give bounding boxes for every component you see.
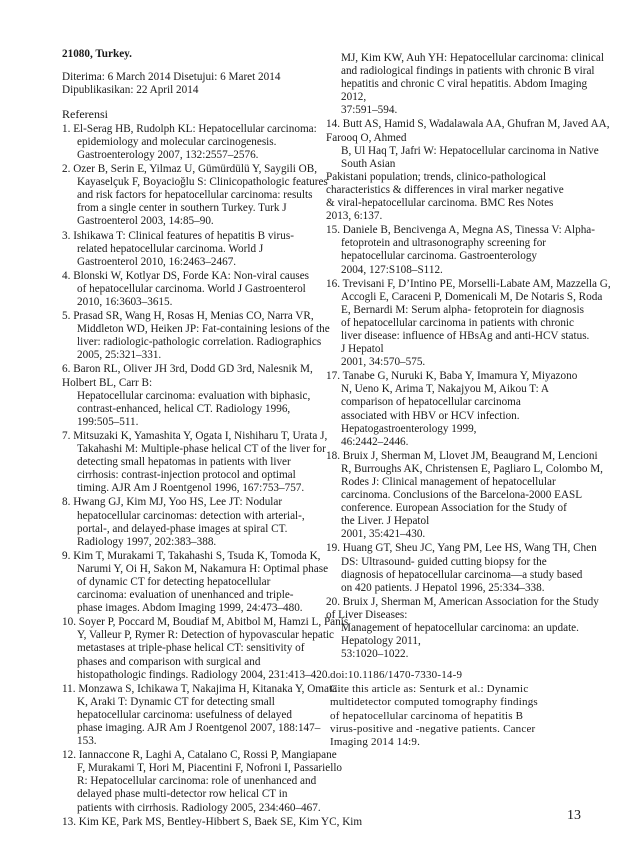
reference-line: 46:2442–2446.	[341, 435, 409, 448]
reference-line: of hepatocellular carcinoma in patients with chronic	[341, 316, 574, 329]
reference-line: 4. Blonski W, Kotlyar DS, Forde KA: Non-viral causes	[62, 269, 310, 282]
reference-line: 53:1020–1022.	[341, 648, 409, 661]
reference-line: Pakistani population; trends, clinico-pathological	[326, 170, 546, 183]
reference-line: 153.	[77, 735, 97, 748]
citation-line: of hepatocellular carcinoma of hepatitis B	[330, 709, 524, 722]
reference-line: metastases at triple-phase helical CT: sensitivity of	[77, 642, 305, 655]
reference-item	[62, 163, 328, 228]
reference-item	[326, 277, 611, 370]
reference-line: hepatitis and chronic C viral hepatitis. Abdom Imaging	[341, 78, 588, 91]
reference-item	[62, 496, 324, 548]
reference-line: DS: Ultrasound- guided cutting biopsy for the	[341, 555, 547, 568]
reference-line: and risk factors for hepatocellular carcinoma: results	[77, 189, 313, 202]
citation-line: multidetector computed tomography findings	[330, 696, 538, 709]
reference-line: Takahashi M: Multiple-phase helical CT of the liver for	[77, 443, 326, 456]
reference-item	[326, 595, 599, 661]
right-column	[326, 52, 611, 750]
reference-line: Radiology 1997, 202:383–388.	[77, 535, 217, 548]
reference-line: histopathologic findings. Radiology 2004, 231:413–420.	[77, 668, 331, 681]
reference-line: Middleton WD, Heiken JP: Fat-containing lesions of the	[77, 323, 330, 336]
reference-item	[62, 549, 329, 615]
reference-line: Narumi Y, Oi H, Sakon M, Nakamura H: Optimal phase	[77, 562, 329, 575]
reference-line: 199:505–511.	[77, 415, 139, 428]
reference-line: Y, Valleur P, Rymer R: Detection of hypovascular hepatic	[77, 629, 335, 642]
reference-line: Holbert BL, Carr B:	[62, 376, 153, 389]
reference-line: diagnosis of hepatocellular carcinoma—a study based	[341, 568, 583, 581]
article-citation	[326, 669, 596, 749]
reference-line: Gastroenterol 2010, 16:2463–2467.	[77, 255, 237, 268]
reference-line: related hepatocellular carcinoma. World J	[77, 242, 264, 255]
right-reference-list	[326, 52, 611, 661]
reference-line: 19. Huang GT, Sheu JC, Yang PM, Lee HS, Wang TH, Chen	[326, 542, 597, 555]
reference-line: 1. El-Serag HB, Rudolph KL: Hepatocellular carcinoma:	[62, 122, 317, 135]
reference-line: carcinoma. Conclusions of the Barcelona-2000 EASL	[341, 489, 583, 502]
reference-line: 5. Prasad SR, Wang H, Rosas H, Menias CO, Narra VR,	[62, 310, 314, 323]
reference-item	[62, 616, 349, 681]
reference-line: R: Hepatocellular carcinoma: role of unenhanced and	[77, 775, 317, 788]
reference-item	[62, 310, 330, 362]
reference-line: Kayaselçuk F, Boyacioğlu S: Clinicopathologic features	[77, 176, 328, 189]
reference-item	[62, 682, 338, 748]
reference-line: Hepatology 2011,	[341, 635, 421, 648]
reference-line: 2013, 6:137.	[326, 210, 383, 223]
reference-line: 2010, 16:3603–3615.	[77, 296, 173, 308]
reference-line: Rodes J: Clinical management of hepatocellular	[341, 476, 556, 488]
author-address: 21080, Turkey.	[62, 48, 132, 60]
reference-line: 14. Butt AS, Hamid S, Wadalawala AA, Ghufran M, Javed AA,	[326, 118, 610, 131]
reference-line: cirrhosis: contrast-injection protocol and optimal	[77, 469, 296, 482]
reference-item	[62, 429, 328, 495]
reference-line: B, Ul Haq T, Jafri W: Hepatocellular carcinoma in Native	[341, 144, 599, 157]
published-date: Dipublikasikan: 22 April 2014	[62, 84, 199, 97]
reference-line: detecting small hepatomas in patients with liver	[77, 456, 291, 469]
reference-line: 13. Kim KE, Park MS, Bentley-Hibbert S, Baek SE, Kim YC, Kim	[62, 815, 363, 828]
reference-line: timing. AJR Am J Roentgenol 1996, 167:753–757.	[77, 482, 305, 495]
reference-line: liver disease: influence of HBsAg and anti-HCV status.	[341, 329, 590, 342]
reference-line: phase imaging. AJR Am J Roentgenol 2007, 188:147–	[77, 722, 321, 734]
reference-line: MJ, Kim KW, Auh YH: Hepatocellular carcinoma: clinical	[341, 52, 604, 64]
reference-line: 2001, 34:570–575.	[341, 356, 426, 369]
reference-line: hepatocellular carcinoma: usefulness of delayed	[77, 708, 292, 721]
reference-line: Hepatogastroenterology 1999,	[341, 422, 477, 435]
reference-line: N, Ueno K, Arima T, Nakajyou M, Aikou T: A	[341, 383, 549, 396]
reference-line: 12. Iannaccone R, Laghi A, Catalano C, Rossi P, Mangiapane	[62, 749, 337, 762]
reference-line: 2012,	[341, 91, 367, 104]
reference-line: of hepatocellular carcinoma. World J Gastroenterol	[77, 282, 306, 295]
reference-line: fetoprotein and ultrasonography screening for	[341, 237, 547, 250]
reference-line: 15. Daniele B, Bencivenga A, Megna AS, Tinessa V: Alpha-	[326, 224, 595, 237]
reference-line: South Asian	[341, 157, 396, 170]
reference-line: contrast-enhanced, helical CT. Radiology 1996,	[77, 402, 291, 415]
reference-line: hepatocellular carcinoma. Gastroenterology	[341, 250, 538, 263]
reference-line: the Liver. J Hepatol	[341, 515, 430, 528]
reference-line: 2001, 35:421–430.	[341, 528, 426, 541]
reference-line: 20. Bruix J, Sherman M, American Association for the Study	[326, 595, 599, 608]
reference-line: epidemiology and molecular carcinogenesis.	[77, 135, 277, 148]
reference-line: hepatocellular carcinomas: detection with arterial-,	[77, 509, 305, 522]
reference-line: of Liver Diseases:	[326, 608, 408, 621]
reference-line: 16. Trevisani F, D’Intino PE, Morselli-Labate AM, Mazzella G,	[326, 277, 611, 290]
citation-line: Cite this article as: Senturk et al.: Dynamic	[330, 682, 529, 695]
reference-line: 37:591–594.	[341, 104, 398, 117]
citation-line: doi:10.1186/1470-7330-14-9	[330, 669, 463, 682]
reference-line: liver: radiologic-pathologic correlation. Radiographics	[77, 336, 322, 349]
page-number: 13	[567, 808, 581, 823]
reference-line: delayed phase multi-detector row helical CT in	[77, 788, 288, 801]
reference-line: 2004, 127:S108–S112.	[341, 263, 443, 276]
reference-item	[326, 370, 596, 449]
reference-item	[62, 270, 324, 309]
reference-line: Farooq O, Ahmed	[326, 131, 407, 144]
reference-line: conference. European Association for the Study of	[341, 502, 567, 515]
reference-line: Accogli E, Caraceni P, Domenicali M, De Notaris S, Roda	[341, 290, 603, 303]
reference-line: 11. Monzawa S, Ichikawa T, Nakajima H, Kitanaka Y, Omata	[62, 682, 338, 695]
reference-line: F, Murakami T, Hori M, Piacentini F, Nofroni I, Passariello	[77, 762, 343, 775]
reference-line: 2005, 25:321–331.	[77, 349, 162, 362]
reference-line: of dynamic CT for detecting hepatocellular	[77, 575, 271, 588]
reference-item	[62, 363, 324, 428]
reference-line: comparison of hepatocellular carcinoma	[341, 396, 521, 409]
reference-line: J Hepatol	[341, 343, 384, 356]
reference-line: Hepatocellular carcinoma: evaluation with biphasic,	[77, 389, 311, 402]
reference-line: on 420 patients. J Hepatol 1996, 25:334–338.	[341, 581, 545, 594]
reference-line: 6. Baron RL, Oliver JH 3rd, Dodd GD 3rd, Nalesnik M,	[62, 363, 313, 376]
reference-line: carcinoma: evaluation of unenhanced and triple-	[77, 589, 294, 602]
citation-line: virus-positive and -negative patients. Cancer	[330, 722, 536, 735]
reference-item	[326, 118, 610, 223]
reference-item	[326, 449, 603, 542]
reference-line: phases and comparison with surgical and	[77, 655, 261, 668]
reference-line: and radiological findings in patients with chronic B viral	[341, 65, 595, 78]
reference-item	[326, 52, 604, 117]
reference-line: E, Bernardi M: Serum alpha- fetoprotein for diagnosis	[341, 303, 584, 316]
reference-line: 7. Mitsuzaki K, Yamashita Y, Ogata I, Nishiharu T, Urata J,	[62, 429, 328, 442]
reference-item	[62, 123, 324, 162]
reference-item	[62, 749, 343, 814]
citation-line: Imaging 2014 14:9.	[330, 736, 421, 749]
reference-line: from a single center in southern Turkey. Turk J	[77, 202, 287, 215]
reference-line: R, Burroughs AK, Christensen E, Pagliaro L, Colombo M,	[341, 462, 603, 475]
reference-line: characteristics & differences in viral marker negative	[326, 183, 564, 196]
reference-line: patients with cirrhosis. Radiology 2005, 234:460–467.	[77, 801, 321, 814]
reference-line: 8. Hwang GJ, Kim MJ, Yoo HS, Lee JT: Nodular	[62, 496, 283, 509]
reference-item	[62, 230, 324, 269]
reference-line: 10. Soyer P, Poccard M, Boudiaf M, Abitbol M, Hamzi L, Panis	[62, 616, 349, 629]
received-accepted-dates: Diterima: 6 March 2014 Disetujui: 6 Maret 2014	[62, 70, 281, 83]
reference-line: Management of hepatocellular carcinoma: an update.	[341, 622, 579, 635]
reference-line: portal-, and delayed-phase images at spiral CT.	[77, 522, 288, 535]
reference-item	[326, 224, 596, 276]
reference-line: Gastroenterology 2007, 132:2557–2576.	[77, 148, 259, 161]
reference-line: 18. Bruix J, Sherman M, Llovet JM, Beaugrand M, Lencioni	[326, 449, 598, 462]
reference-line: phase images. Abdom Imaging 1999, 24:473–480.	[77, 602, 303, 615]
reference-line: 3. Ishikawa T: Clinical features of hepatitis B virus-	[62, 229, 294, 242]
reference-line: 17. Tanabe G, Nuruki K, Baba Y, Imamura Y, Miyazono	[326, 370, 578, 383]
reference-item	[326, 542, 596, 594]
references-heading: Referensi	[62, 106, 108, 121]
reference-line: 2. Ozer B, Serin E, Yilmaz U, Gümürdülü Y, Saygili OB,	[62, 163, 318, 176]
reference-item	[62, 815, 363, 829]
reference-line: associated with HBV or HCV infection.	[341, 409, 520, 422]
reference-line: 9. Kim T, Murakami T, Takahashi S, Tsuda K, Tomoda K,	[62, 549, 321, 562]
reference-line: Gastroenterol 2003, 14:85–90.	[77, 215, 214, 228]
reference-line: K, Araki T: Dynamic CT for detecting small	[77, 695, 275, 708]
reference-line: & viral-hepatocellular carcinoma. BMC Res Notes	[326, 197, 554, 210]
